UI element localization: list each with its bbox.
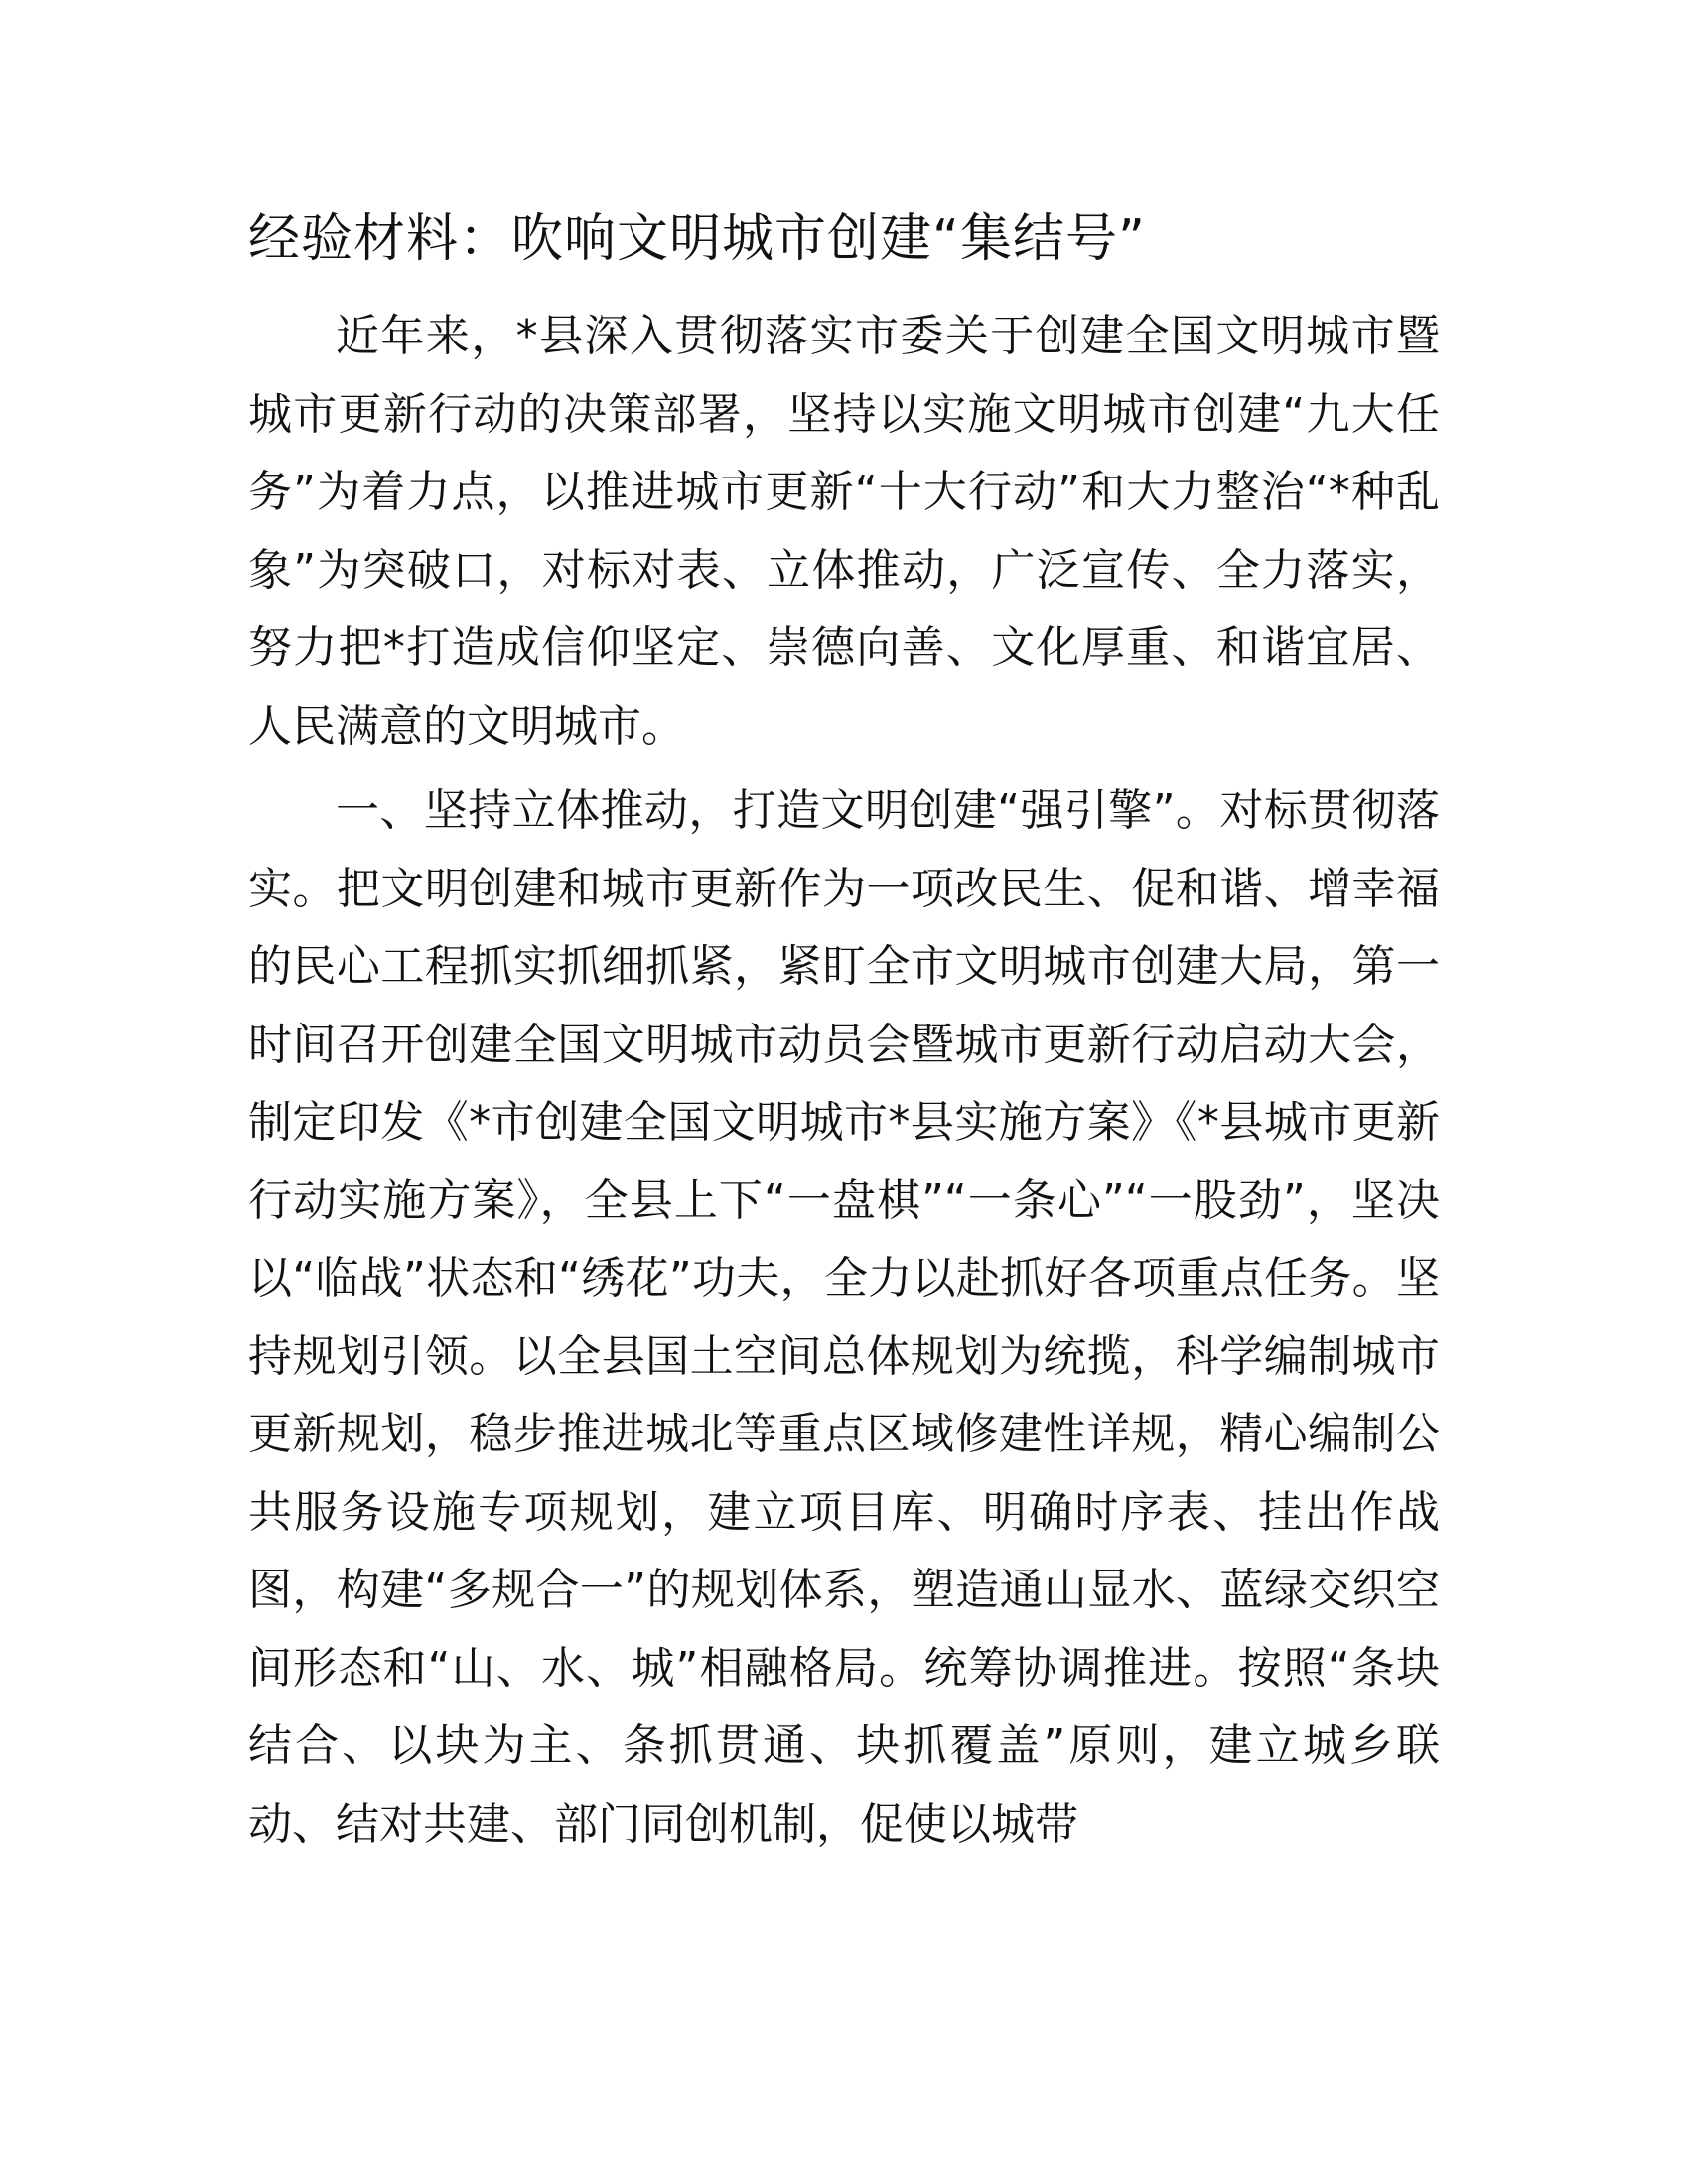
- paragraph-section-one: 一、坚持立体推动，打造文明创建“强引擎”。对标贯彻落实。把文明创建和城市更新作为一项改民生、促和谐、增幸福的民心工程抓实抓细抓紧，紧盯全市文明城市创建大局，第一时间召开创建全国文明城市动员会暨城市更新行动启动大会，制定印发《*市创建全国文明城市*县实施方案》《*县城市更新行动实施方案》，全县上下“一盘棋”“一条心”“一股劲”，坚决以“临战”状态和“绣花”功夫，全力以赴抓好各项重点任务。坚持规划引领。以全县国土空间总体规划为统揽，科学编制城市更新规划，稳步推进城北等重点区域修建性详规，精心编制公共服务设施专项规划，建立项目库、明确时序表、挂出作战图，构建“多规合一”的规划体系，塑造通山显水、蓝绿交织空间形态和“山、水、城”相融格局。统筹协调推进。按照“条块结合、以块为主、条抓贯通、块抓覆盖”原则，建立城乡联动、结对共建、部门同创机制，促使以城带: [248, 785, 1440, 1849]
- paragraph-intro: 近年来，*县深入贯彻落实市委关于创建全国文明城市暨城市更新行动的决策部署，坚持以实施文明城市创建“九大任务”为着力点，以推进城市更新“十大行动”和大力整治“*种乱象”为突破口，对标对表、立体推动，广泛宣传、全力落实，努力把*打造成信仰坚定、崇德向善、文化厚重、和谐宜居、人民满意的文明城市。: [248, 311, 1440, 751]
- document-title: 经验材料：吹响文明城市创建“集结号”: [248, 209, 1146, 269]
